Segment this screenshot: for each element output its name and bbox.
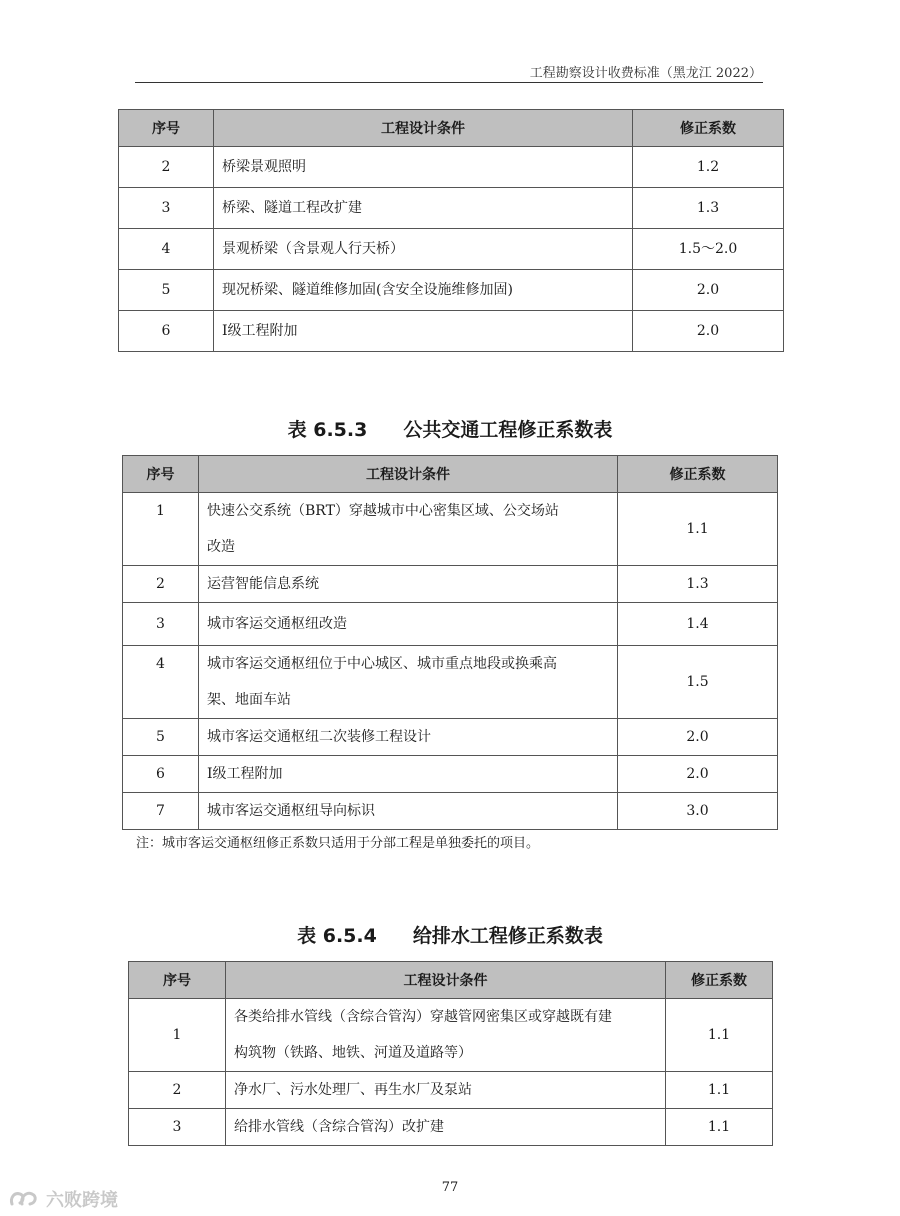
row-condition-line1: 快速公交系统（BRT）穿越城市中心密集区域、公交场站 [207,503,559,519]
row-condition: 城市客运交通枢纽二次装修工程设计 [199,719,618,756]
row-no: 6 [119,311,214,352]
row-condition: 运营智能信息系统 [199,566,618,603]
row-condition: Ⅰ级工程附加 [214,311,633,352]
column-header-condition: 工程设计条件 [199,456,618,493]
table-title-text: 给排水工程修正系数表 [412,925,603,947]
row-condition [199,493,618,566]
row-factor: 2.0 [618,719,778,756]
column-header-factor: 修正系数 [666,962,773,999]
table-row [119,311,784,352]
row-factor: 2.0 [633,311,784,352]
row-no: 1 [123,493,199,566]
row-condition: 现况桥梁、隧道维修加固(含安全设施维修加固) [214,270,633,311]
row-condition-line2: 改造 [207,539,235,555]
row-condition-line1: 各类给排水管线（含综合管沟）穿越管网密集区或穿越既有建 [234,1009,612,1025]
row-condition: 给排水管线（含综合管沟）改扩建 [226,1109,666,1146]
row-no: 7 [123,793,199,830]
table-row [119,188,784,229]
row-condition [199,646,618,719]
row-factor: 1.3 [633,188,784,229]
row-condition-line2: 架、地面车站 [207,692,291,708]
table-row [123,756,778,793]
row-condition: 桥梁景观照明 [214,147,633,188]
public-transport-coefficient-table [122,455,778,830]
watermark-logo-icon [8,1188,42,1210]
row-no: 4 [119,229,214,270]
water-supply-drainage-coefficient-table [128,961,773,1146]
row-factor: 1.3 [618,566,778,603]
table-row [123,646,778,719]
row-factor: 1.4 [618,603,778,646]
running-header: 工程勘察设计收费标准（黑龙江 2022） [529,66,762,81]
table-row [119,270,784,311]
row-condition: 城市客运交通枢纽改造 [199,603,618,646]
column-header-condition: 工程设计条件 [226,962,666,999]
row-condition: 景观桥梁（含景观人行天桥） [214,229,633,270]
row-condition-line2: 构筑物（铁路、地铁、河道及道路等） [234,1045,472,1061]
row-no: 4 [123,646,199,719]
table-title-6-5-4 [0,921,900,948]
row-factor: 2.0 [633,270,784,311]
row-factor: 1.2 [633,147,784,188]
column-header-no: 序号 [123,456,199,493]
table-row [119,147,784,188]
row-condition: 城市客运交通枢纽导向标识 [199,793,618,830]
table-row [129,1072,773,1109]
row-condition: Ⅰ级工程附加 [199,756,618,793]
table-row [123,603,778,646]
row-no: 5 [123,719,199,756]
table-row [123,566,778,603]
row-no: 2 [119,147,214,188]
row-condition [226,999,666,1072]
table-row [123,793,778,830]
row-factor: 2.0 [618,756,778,793]
row-no: 6 [123,756,199,793]
row-no: 2 [123,566,199,603]
page-number: 77 [441,1180,459,1195]
row-factor: 1.1 [666,1109,773,1146]
row-factor: 1.5～2.0 [633,229,784,270]
table-label: 表 6.5.3 [287,419,368,441]
watermark [8,1186,118,1212]
row-no: 1 [129,999,226,1072]
table-header-row [123,456,778,493]
row-condition-line1: 城市客运交通枢纽位于中心城区、城市重点地段或换乘高 [207,656,557,672]
header-rule [135,82,763,83]
row-factor: 1.5 [618,646,778,719]
table-label: 表 6.5.4 [297,925,377,947]
table-row [123,493,778,566]
column-header-condition: 工程设计条件 [214,110,633,147]
row-no: 2 [129,1072,226,1109]
bridge-coefficient-table [118,109,784,352]
table-row [129,999,773,1072]
table-note: 注：城市客运交通枢纽修正系数只适用于分部工程是单独委托的项目。 [136,836,540,851]
table-header-row [119,110,784,147]
column-header-factor: 修正系数 [618,456,778,493]
watermark-text: 六败跨境 [46,1190,118,1211]
row-condition: 净水厂、污水处理厂、再生水厂及泵站 [226,1072,666,1109]
table-row [129,1109,773,1146]
row-factor: 1.1 [666,999,773,1072]
table-title-text: 公共交通工程修正系数表 [403,419,613,441]
table-title-6-5-3 [0,415,900,442]
table-row [119,229,784,270]
row-factor: 1.1 [666,1072,773,1109]
row-condition: 桥梁、隧道工程改扩建 [214,188,633,229]
row-factor: 1.1 [618,493,778,566]
table-row [123,719,778,756]
table-header-row [129,962,773,999]
column-header-factor: 修正系数 [633,110,784,147]
column-header-no: 序号 [129,962,226,999]
row-no: 5 [119,270,214,311]
row-no: 3 [119,188,214,229]
row-no: 3 [129,1109,226,1146]
column-header-no: 序号 [119,110,214,147]
row-factor: 3.0 [618,793,778,830]
row-no: 3 [123,603,199,646]
